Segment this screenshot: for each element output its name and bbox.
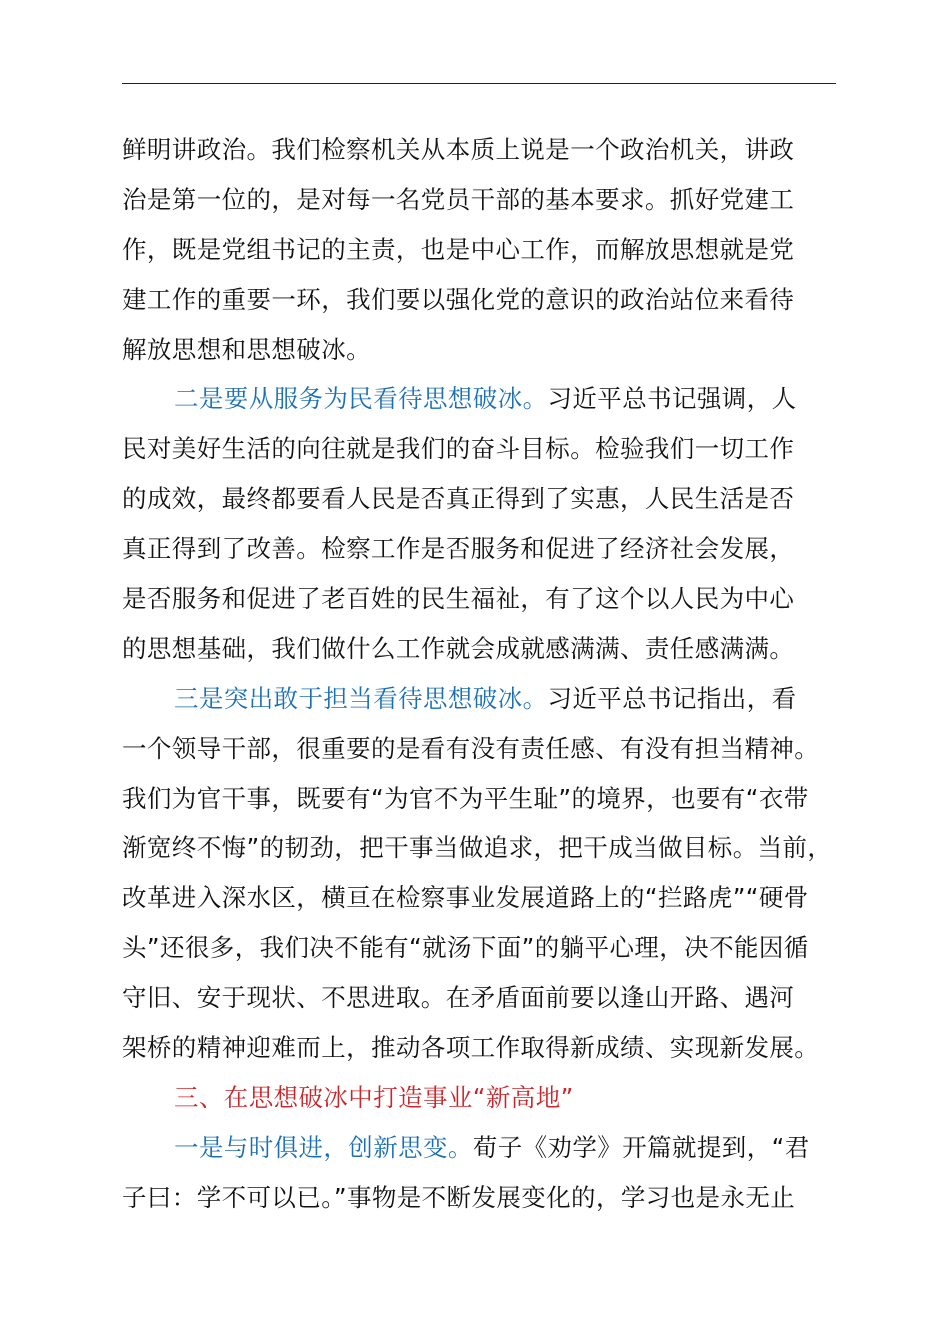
section-heading: 三、在思想破冰中打造事业“新高地”	[174, 1082, 574, 1112]
section-lead-highlight: 一是与时俱进，创新思变。	[174, 1132, 473, 1162]
text-line: 子曰：学不可以已。”事物是不断发展变化的，学习也是永无止	[122, 1182, 796, 1212]
text-line: 头”还很多，我们决不能有“就汤下面”的躺平心理，决不能因循	[122, 933, 809, 963]
header-rule	[122, 83, 836, 84]
section-lead-highlight: 二是要从服务为民看待思想破冰。	[174, 384, 548, 414]
paragraph-first-line	[122, 674, 838, 724]
section-lead-highlight: 三是突出敢于担当看待思想破冰。	[174, 683, 548, 713]
body-text	[122, 125, 838, 1223]
text-line: 建工作的重要一环，我们要以强化党的意识的政治站位来看待	[122, 284, 795, 314]
text-line: 改革进入深水区，横亘在检察事业发展道路上的“拦路虎”“硬骨	[122, 883, 809, 913]
text-line: 架桥的精神迎难而上，推动各项工作取得新成绩、实现新发展。	[122, 1033, 820, 1063]
text-line: 真正得到了改善。检察工作是否服务和促进了经济社会发展，	[122, 534, 795, 564]
text-line: 作，既是党组书记的主责，也是中心工作，而解放思想就是党	[122, 234, 795, 264]
text-line: 民对美好生活的向往就是我们的奋斗目标。检验我们一切工作	[122, 434, 795, 464]
text-line: 解放思想和思想破冰。	[122, 334, 371, 364]
paragraph-first-line	[122, 1123, 838, 1173]
text-line: 守旧、安于现状、不思进取。在矛盾面前要以逢山开路、遇河	[122, 983, 795, 1013]
text-line: 我们为官干事，既要有“为官不为平生耻”的境界，也要有“衣带	[122, 783, 809, 813]
paragraph-first-line	[122, 374, 838, 424]
text-line: 是否服务和促进了老百姓的民生福祉，有了这个以人民为中心	[122, 584, 795, 614]
text-line: 的思想基础，我们做什么工作就会成就感满满、责任感满满。	[122, 633, 795, 663]
text-line: 的成效，最终都要看人民是否真正得到了实惠，人民生活是否	[122, 484, 795, 514]
text-run: 习近平总书记指出，看	[547, 683, 797, 713]
text-run: 习近平总书记强调，人	[547, 384, 797, 414]
text-line: 渐宽终不悔”的韧劲，把干事当做追求，把干成当做目标。当前，	[122, 833, 833, 863]
text-line: 治是第一位的，是对每一名党员干部的基本要求。抓好党建工	[122, 184, 795, 214]
text-line: 一个领导干部，很重要的是看有没有责任感、有没有担当精神。	[122, 733, 820, 763]
text-line: 鲜明讲政治。我们检察机关从本质上说是一个政治机关，讲政	[122, 135, 795, 164]
text-run: 荀子《劝学》开篇就提到，“君	[472, 1132, 810, 1162]
